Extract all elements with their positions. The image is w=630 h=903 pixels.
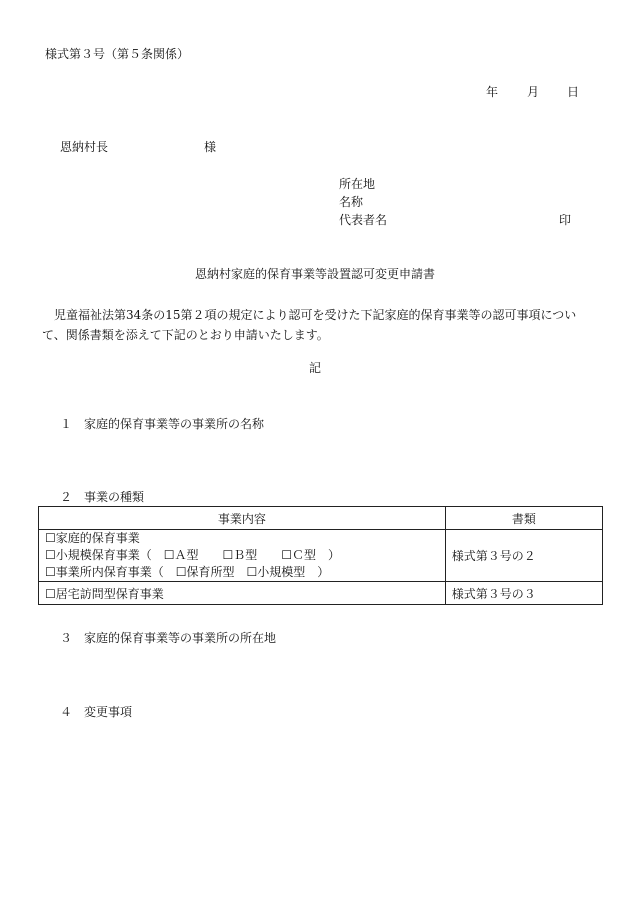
row1-document: 様式第３号の２ xyxy=(445,530,602,582)
option-home-visit-daycare[interactable]: ☐居宅訪問型保育事業 xyxy=(39,582,446,605)
table-row xyxy=(39,530,603,582)
header-content: 事業内容 xyxy=(39,507,446,530)
date-month: 月 xyxy=(527,85,540,99)
name-label: 名称 xyxy=(339,195,364,209)
representative-label: 代表者名 xyxy=(339,213,388,227)
table-row xyxy=(39,582,603,605)
table-header-row xyxy=(39,507,603,530)
document-title: 恩納村家庭的保育事業等設置認可変更申請書 xyxy=(194,267,435,281)
addressee-honorific: 様 xyxy=(204,140,217,154)
item-2-business-type: ２ 事業の種類 xyxy=(60,490,145,504)
row2-document: 様式第３号の３ xyxy=(445,582,602,605)
option-small-daycare[interactable]: ☐小規模保育事業（ ☐Ａ型 ☐Ｂ型 ☐Ｃ型 ） xyxy=(45,548,341,562)
address-label: 所在地 xyxy=(339,177,376,191)
item-4-changes: ４ 変更事項 xyxy=(60,705,133,719)
item-3-facility-address: ３ 家庭的保育事業等の事業所の所在地 xyxy=(60,631,277,645)
date-year: 年 xyxy=(486,85,499,99)
header-documents: 書類 xyxy=(445,507,602,530)
seal-mark: 印 xyxy=(559,213,572,227)
body-paragraph: 児童福祉法第34条の15第２項の規定により認可を受けた下記家庭的保育事業等の認可事項について、関係書類を添えて下記のとおり申請いたします。 xyxy=(42,308,577,342)
addressee-name: 恩納村長 xyxy=(60,140,109,154)
option-family-daycare[interactable]: ☐家庭的保育事業 xyxy=(45,531,140,545)
ki-heading: 記 xyxy=(308,361,321,375)
business-type-table xyxy=(38,506,603,605)
option-workplace-daycare[interactable]: ☐事業所内保育事業（ ☐保育所型 ☐小規模型 ） xyxy=(45,565,330,579)
item-1-facility-name: １ 家庭的保育事業等の事業所の名称 xyxy=(60,417,265,431)
row1-content xyxy=(39,530,446,582)
form-number: 様式第３号（第５条関係） xyxy=(45,47,190,61)
date-day: 日 xyxy=(567,85,580,99)
